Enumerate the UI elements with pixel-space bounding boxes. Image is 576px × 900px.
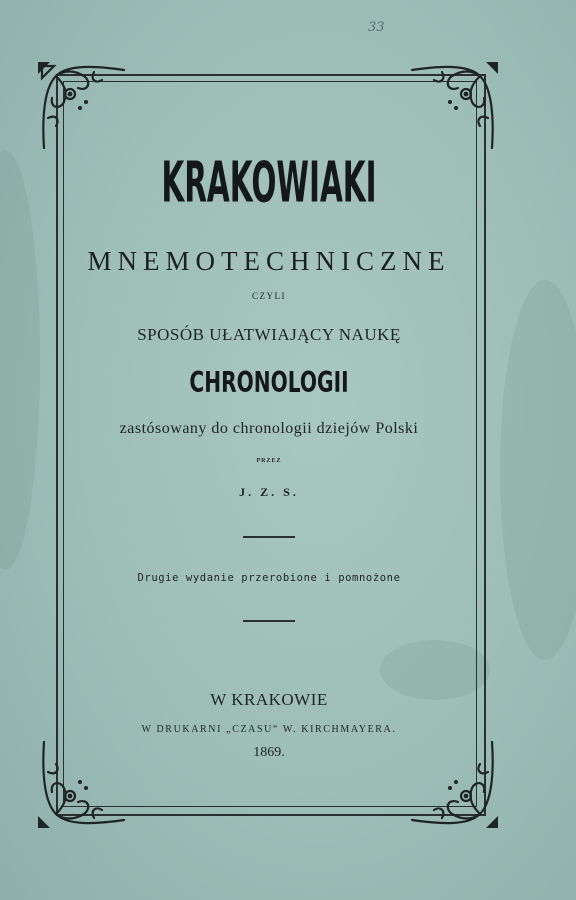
subject-heading: CHRONOLOGII	[189, 366, 349, 400]
author-initials: J. Z. S.	[239, 485, 299, 499]
divider-rule	[243, 620, 295, 622]
by-label: PRZEZ	[256, 458, 282, 464]
subject-line: SPOSÓB UŁATWIAJĄCY NAUKĘ	[137, 325, 401, 344]
conjunction-text: CZYLI	[252, 291, 286, 301]
paper-stain	[0, 150, 40, 570]
paper-stain	[500, 280, 576, 660]
handwritten-note: 33	[368, 20, 385, 35]
publication-city: W KRAKOWIE	[210, 690, 328, 709]
divider-rule	[243, 536, 295, 538]
applied-to-text: zastósowany do chronologii dziejów Polski	[119, 420, 419, 437]
edition-note: Drugie wydanie przerobione i pomnożone	[137, 572, 401, 584]
corner-ornament-icon	[406, 58, 502, 154]
publication-year: 1869.	[253, 745, 285, 760]
book-subtitle: MNEMOTECHNICZNE	[87, 246, 451, 276]
corner-ornament-icon	[34, 58, 130, 154]
printer-line: W DRUKARNI „CZASU“ W. KIRCHMAYERA.	[141, 724, 397, 735]
book-title: KRAKOWIAKI	[161, 152, 377, 216]
